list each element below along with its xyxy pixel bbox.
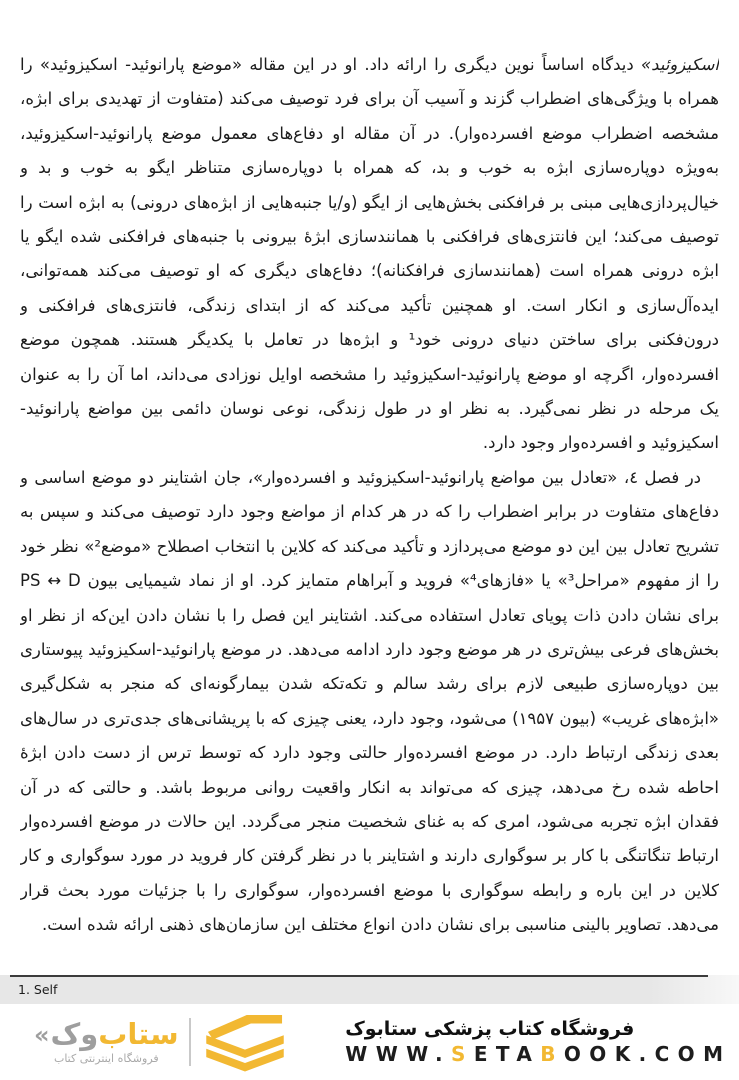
- logo-divider: [189, 1018, 191, 1066]
- url-letter-s: S: [451, 1042, 474, 1066]
- footnote-1: 1. Self: [18, 982, 58, 997]
- url-letter-b: B: [540, 1042, 564, 1066]
- setabook-logo[interactable]: [34, 1010, 289, 1074]
- paragraph-1-text: دیدگاه اساساً نوین دیگری را ارائه داد. او در این مقاله «موضع پارانوئید- اسکیزوئید» را همراه با ویژگی‌های اضطراب گزند و آسیب آن برای فرد توصیف می‌کند (متفاوت از تهدیدی برای ابژه، مشخصه اضطراب موضع افسرده‌وار). در آن مقاله او دفاع‌های معمول موضع پارانوئید-اسکیزوئید، به‌ویژه دوپاره‌سازی ابژه به خوب و بد، که همراه با دوپاره‌سازی متناظر ایگو به خوب و بد و خیال‌پردازی‌هایی مبنی بر فرافکنی بخش‌هایی از ایگو (و/یا جنبه‌هایی از ابژه‌های درونی) به ابژه است را توصیف می‌کند؛ این فانتزی‌های فرافکنی با همانندسازی ابژهٔ بیرونی با جنبه‌های فرافکنی شده ایگو یا ابژه درونی همراه است (همانندسازی فرافکنانه)؛ دفاع‌های دیگری که او توصیف می‌کند همه‌توانی، ایده‌آل‌سازی و انکار است. او همچنین تأکید می‌کند که از ابتدای زندگی، فانتزی‌های فرافکنی و درون‌فکنی برای ساختن دنیای درونی خود¹ و ابژه‌ها در تعامل با یکدیگر هستند. همچون موضع افسرده‌وار، اگرچه او موضع پارانوئید-اسکیزوئید را مشخصه اوایل نوزادی می‌داند، اما آن را به عنوان یک مرحله در نظر نمی‌گیرد. به نظر او در طول زندگی، نوعی نوسان دائمی بین مواضع پارانوئید-اسکیزوئید و افسرده‌وار وجود دارد.: [20, 55, 719, 453]
- logo-text-column: [34, 1016, 179, 1065]
- wordmark-guillemet: «: [34, 1021, 51, 1050]
- url-rest: OOK.COM: [563, 1042, 732, 1066]
- paragraph-1: [20, 48, 719, 461]
- setabook-chevron-icon: [201, 1010, 289, 1074]
- setabook-wordmark: [34, 1016, 179, 1051]
- wordmark-head: ستاب: [98, 1016, 179, 1051]
- logo-tagline: فروشگاه اینترنتی کتاب: [53, 1051, 159, 1065]
- paragraph-2-text: در فصل ٤، «تعادل بین مواضع پارانوئید-اسکیزوئید و افسرده‌وار»، جان اشتاینر دو موضع اساسی و دفاع‌های متفاوت در برابر اضطراب را که در هر کدام از مواضع وجود دارد توصیف می‌کند و سپس به تشریح تعادل بین این دو موضع می‌پردازد و تأکید می‌کند که کلاین با انتخاب اصطلاح «موضع²» نظر خود را از مفهوم «مراحل³» یا «فازهای⁴» فروید و آبراهام متمایز کرد. او از نماد شیمیایی بیون PS ↔ D برای نشان دادن ذات پویای تعادل استفاده می‌کند. اشتاینر این فصل را با نشان دادن این‌که از نظر او بخش‌های فرعی بیش‌تری در هر موضع وجود دارد ادامه می‌دهد. در موضع پارانوئید-اسکیزوئید پیوستاری بین دوپاره‌سازی طبیعی لازم برای رشد سالم و تکه‌تکه شدن بیمارگونه‌ای که منجر به شکل‌گیری «ابژه‌های غریب» (بیون ۱۹۵۷) می‌شود، وجود دارد، یعنی چیزی که با پریشانی‌های جدی‌تری در سال‌های بعدی زندگی ارتباط دارد. در موضع افسرده‌وار حالتی وجود دارد که توسط ترس از دست دادن ابژهٔ احاطه شده رخ می‌دهد، چیزی که می‌تواند به انکار واقعیت روانی مربوط باشد. و حالتی که در آن فقدان ابژه تجربه می‌شود، امری که به غنای شخصیت منجر می‌گردد. این حالات در موضع افسرده‌وار ارتباط تنگاتنگی با کار بر سوگواری دارند و اشتاینر با در نظر گرفتن کار فروید در مورد سوگواری و کار کلاین در این باره و رابطه سوگواری با موضع افسرده‌وار، سوگواری را با جزئیات مورد بحث قرار می‌دهد. تصاویر بالینی مناسبی برای نشان دادن انواع مختلف این سازمان‌های ذهنی ارائه شده است.: [20, 467, 719, 935]
- footnote-separator: [10, 975, 708, 977]
- page-body-text: [20, 48, 719, 970]
- publisher-footer: [0, 1004, 739, 1080]
- footnote-area: [0, 975, 739, 1004]
- url-www: WWW.: [345, 1042, 451, 1066]
- url-eta: ETA: [473, 1042, 541, 1066]
- footer-brand-block: [345, 1018, 732, 1066]
- bookstore-title: فروشگاه کتاب پزشکی ستابوک: [345, 1018, 635, 1040]
- paragraph-1-italic-lead: اسکیزوئید»: [641, 55, 719, 74]
- wordmark-tail: وک: [50, 1016, 99, 1051]
- website-url[interactable]: [345, 1042, 731, 1066]
- paragraph-2: [20, 461, 719, 943]
